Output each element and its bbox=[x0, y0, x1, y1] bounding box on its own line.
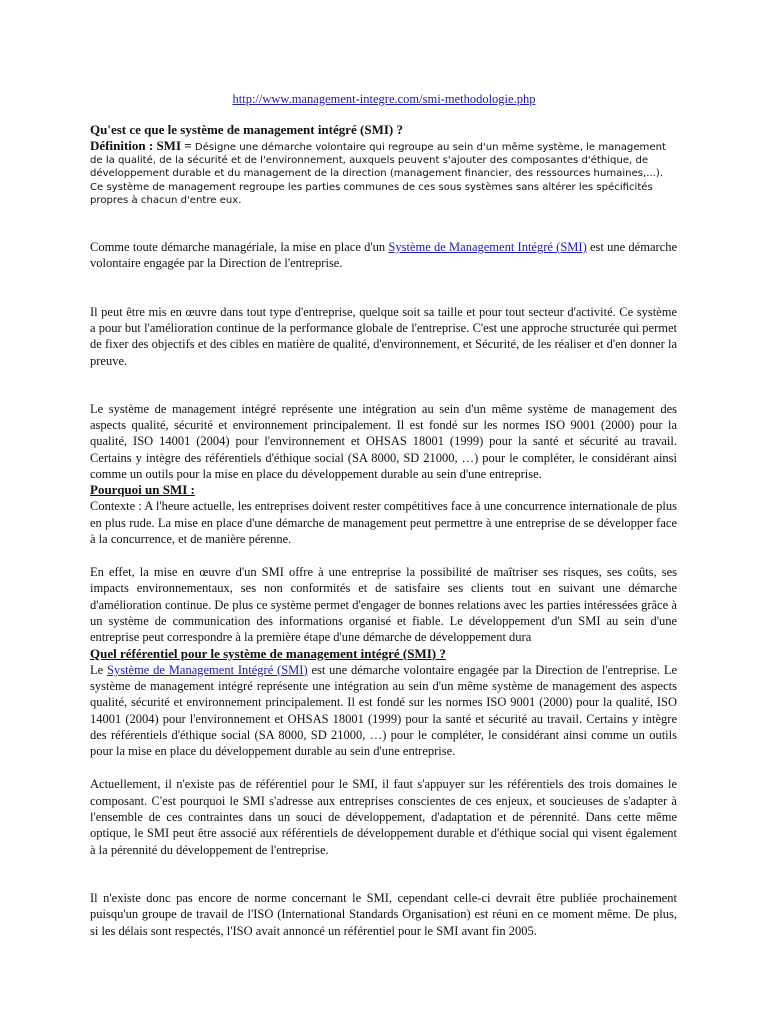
heading-which-standard: Quel référentiel pour le système de management intégré (SMI) ? bbox=[90, 645, 446, 661]
definition-block bbox=[90, 139, 677, 207]
heading-what-is-smi: Qu'est ce que le système de management intégré (SMI) ? bbox=[90, 122, 404, 137]
paragraph-1-text-b: est une démarche volontaire engagée par la Direction de l'entreprise. bbox=[90, 240, 678, 271]
paragraph-1-text-a: Comme toute démarche managériale, la mise en place d'un bbox=[90, 240, 389, 255]
source-url-link[interactable]: http://www.management-integre.com/smi-methodologie.php bbox=[232, 92, 536, 106]
paragraph-5: En effet, la mise en œuvre d'un SMI offre à une entreprise la possibilité de maîtriser ses risques, ses coûts, ses impacts environnementaux, ses non conformités et de satisfaire ses clients tout en suivant une démarche d'amélioration continue. De plus ce système permet d'engager de bonnes relations avec les parties intéressées grâce à un système de communication des informations organisé et fiable. Le développement d'un SMI au sein d'une entreprise peut correspondre à la première étape d'une démarche de développement dura bbox=[90, 565, 677, 645]
heading-why-smi: Pourquoi un SMI : bbox=[90, 482, 195, 498]
paragraph-6 bbox=[90, 662, 677, 760]
smi-link-2[interactable]: Système de Management Intégré (SMI) bbox=[107, 662, 308, 677]
paragraph-4: Contexte : A l'heure actuelle, les entreprises doivent rester compétitives face à une concurrence internationale de plus en plus rude. La mise en place d'une démarche de management peut permettre à une entreprise de se développer face à la concurrence, et de manière pérenne. bbox=[90, 499, 677, 546]
paragraph-2: Il peut être mis en œuvre dans tout type d'entreprise, quelque soit sa taille et pour tout secteur d'activité. Ce système a pour but l'amélioration continue de la performance globale de l'entreprise. C'est une approche structurée qui permet de fixer des objectifs et des cibles en matière de qualité, d'environnement, et Sécurité, de les réaliser et d'en donner la preuve. bbox=[90, 304, 677, 368]
paragraph-7: Actuellement, il n'existe pas de référentiel pour le SMI, il faut s'appuyer sur les référentiels des trois domaines le composant. C'est pourquoi le SMI s'adresse aux entreprises conscientes de ces enjeux, et soucieuses de s'adapter à l'ensemble de ces contraintes dans un souci de développement, d'adaptation et de pérennité. Dans cette même optique, le SMI peut être associé aux référentiels de développement durable et d'éthique social qui visent également à la pérennité du développement de l'entreprise. bbox=[90, 777, 677, 857]
definition-text: Désigne une démarche volontaire qui regroupe au sein d'un même système, le management de la qualité, de la sécurité et de l'environnement, auxquels peuvent s'ajouter des composantes d'éthique, de développement durable et du management de la direction (management financier, des ressources humaines,...). bbox=[90, 142, 666, 180]
paragraph-3: Le système de management intégré représente une intégration au sein d'un même système de management des aspects qualité, sécurité et environnement principalement. Il est fondé sur les normes ISO 9001 (2000) pour la qualité, ISO 14001 (2004) pour l'environnement et OHSAS 18001 (1999) pour la santé et sécurité au travail. Certains y intègre des référentiels d'éthique social (SA 8000, SD 21000, …) pour le compléter, le considérant ainsi comme un outils pour la mise en place du développement durable au sein d'une entreprise. bbox=[90, 401, 677, 481]
definition-line bbox=[90, 139, 677, 181]
paragraph-6-text-b: est une démarche volontaire engagée par la Direction de l'entreprise. Le système de management intégré représente une intégration au sein d'un même système de management des aspects qualité, sécurité et environnement principalement. Il est fondé sur les normes ISO 9001 (2000) pour la qualité, ISO 14001 (2004) pour l'environnement et OHSAS 18001 (1999) pour la santé et sécurité au travail. Certains y intègre des référentiels d'éthique social (SA 8000, SD 21000, …) pour le compléter, le considérant ainsi comme un outils pour la mise en place du développement durable au sein d'une entreprise. bbox=[90, 662, 678, 759]
paragraph-8: Il n'existe donc pas encore de norme concernant le SMI, cependant celle-ci devrait être publiée prochainement puisqu'un groupe de travail de l'ISO (International Standards Organisation) est réuni en ce moment même. De plus, si les délais sont respectés, l'ISO avait annoncé un référentiel pour le SMI avant fin 2005. bbox=[90, 890, 677, 938]
paragraph-1 bbox=[90, 239, 677, 272]
paragraph-6-text-a: Le bbox=[90, 662, 107, 677]
smi-link-1[interactable]: Système de Management Intégré (SMI) bbox=[388, 240, 587, 255]
document-body bbox=[90, 122, 677, 939]
definition-text-2: Ce système de management regroupe les parties communes de ces sous systèmes sans altérer les spécificités propres à chacun d'entre eux. bbox=[90, 181, 653, 206]
definition-label: Définition : SMI = bbox=[90, 138, 195, 153]
